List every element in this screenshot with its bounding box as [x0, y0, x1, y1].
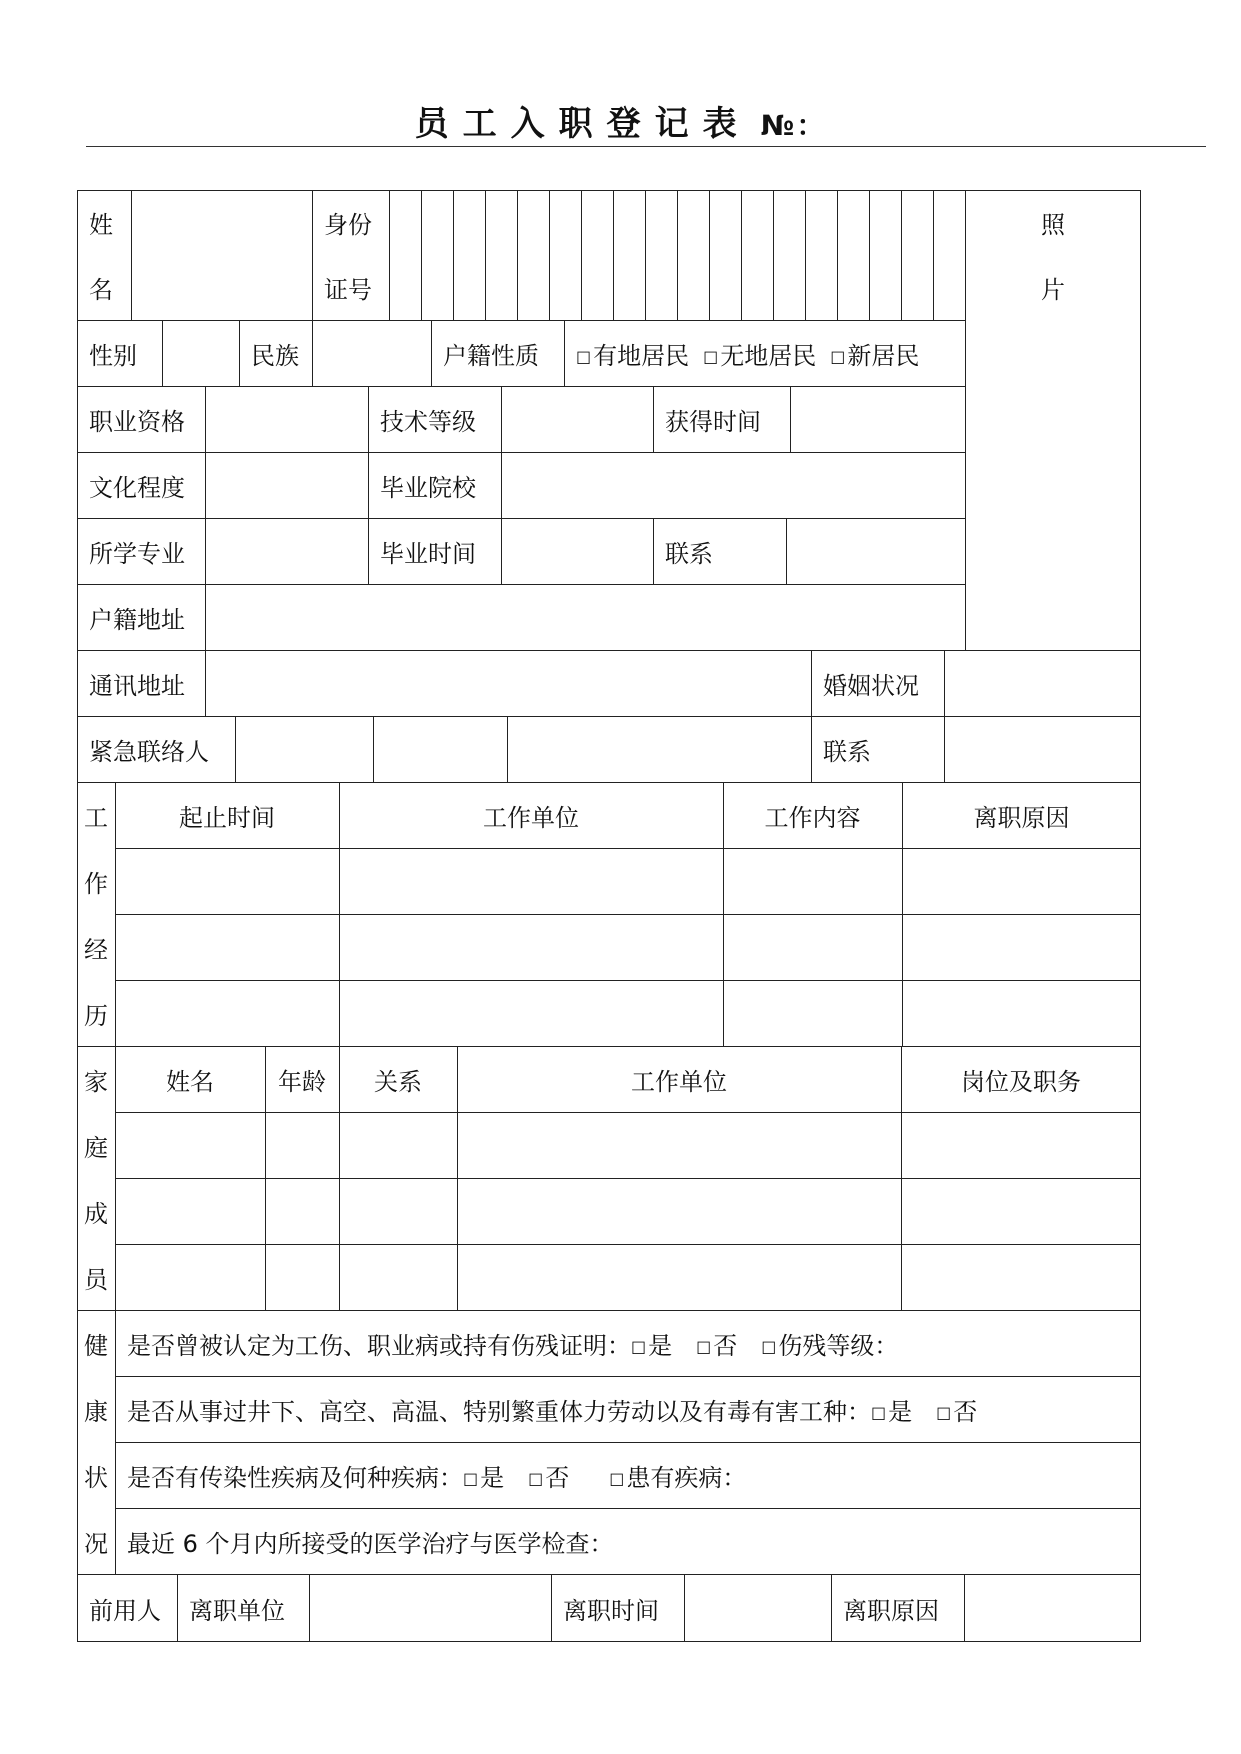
family-side-4: 员: [84, 1265, 108, 1294]
emergency-relation-field[interactable]: [374, 717, 506, 781]
family-side-2: 庭: [84, 1133, 108, 1162]
school-field[interactable]: [502, 453, 964, 517]
name-label-bottom: 名: [89, 276, 113, 304]
prev-time-field[interactable]: [685, 1575, 830, 1641]
checkbox-icon: □: [576, 347, 592, 366]
marital-label: 婚姻状况: [823, 671, 919, 700]
education-label: 文化程度: [89, 473, 185, 502]
checkbox-icon: □: [609, 1469, 625, 1488]
work-side-1: 工: [84, 803, 108, 832]
mail-addr-field[interactable]: [206, 651, 810, 715]
obtain-time-field[interactable]: [791, 387, 964, 451]
prev-unit-label: 离职单位: [189, 1596, 285, 1625]
ethnicity-field[interactable]: [313, 321, 430, 385]
health-q1-yes[interactable]: □是: [631, 1331, 673, 1360]
tech-level-label: 技术等级: [380, 407, 476, 436]
household-addr-label: 户籍地址: [89, 605, 185, 634]
checkbox-icon: □: [703, 347, 719, 366]
form-title: [0, 96, 1241, 145]
household-addr-field[interactable]: [206, 585, 964, 649]
emergency-contact-label: 联系: [823, 737, 871, 766]
id-number-boxes[interactable]: [390, 191, 964, 319]
option-nonlocal[interactable]: □无地居民: [703, 341, 817, 370]
health-side-1: 健: [84, 1331, 108, 1360]
health-side-4: 况: [84, 1529, 108, 1558]
health-q3-no[interactable]: □否: [528, 1463, 570, 1492]
prev-reason-label: 离职原因: [843, 1596, 939, 1625]
checkbox-icon: □: [871, 1403, 887, 1422]
work-header-period: 起止时间: [179, 803, 275, 832]
photo-area[interactable]: [966, 320, 1140, 649]
qualification-field[interactable]: [206, 387, 367, 451]
form-number-label: №：: [760, 109, 827, 142]
health-q2: [115, 1376, 1141, 1442]
major-field[interactable]: [206, 519, 367, 583]
mail-addr-label: 通讯地址: [89, 671, 185, 700]
health-q3-disease[interactable]: □患有疾病：: [609, 1463, 747, 1492]
name-label-top: 姓: [89, 211, 113, 239]
health-q3-yes[interactable]: □是: [463, 1463, 505, 1492]
work-header-content: 工作内容: [764, 803, 861, 832]
option-local[interactable]: □有地居民: [576, 341, 690, 370]
checkbox-icon: □: [631, 1337, 647, 1356]
emergency-extra-field[interactable]: [508, 717, 810, 781]
health-q1-no[interactable]: □否: [696, 1331, 738, 1360]
health-q2-yes[interactable]: □是: [871, 1397, 913, 1426]
emergency-name-field[interactable]: [236, 717, 372, 781]
ethnicity-label: 民族: [251, 341, 299, 370]
work-header-reason: 离职原因: [973, 803, 1070, 832]
family-header-relation: 关系: [374, 1067, 422, 1096]
photo-label-top: 照: [1041, 211, 1065, 239]
title-rule: [86, 146, 1206, 147]
prev-unit-field[interactable]: [310, 1575, 550, 1641]
work-side-4: 历: [84, 1001, 108, 1030]
gender-field[interactable]: [163, 321, 238, 385]
health-q1: [115, 1310, 1141, 1376]
id-label-bottom: 证号: [324, 276, 372, 304]
health-side-2: 康: [84, 1397, 108, 1426]
major-label: 所学专业: [89, 539, 185, 568]
emergency-contact-field[interactable]: [945, 717, 1140, 781]
tech-level-field[interactable]: [502, 387, 652, 451]
gender-label: 性别: [89, 341, 137, 370]
grad-time-field[interactable]: [502, 519, 652, 583]
registration-form: [77, 190, 1141, 1642]
emergency-label: 紧急联络人: [89, 737, 209, 766]
health-q2-no[interactable]: □否: [936, 1397, 978, 1426]
work-side-3: 经: [84, 935, 108, 964]
health-q1-disability[interactable]: □伤残等级：: [761, 1331, 899, 1360]
checkbox-icon: □: [696, 1337, 712, 1356]
contact-field[interactable]: [787, 519, 964, 583]
name-field[interactable]: [132, 191, 311, 319]
education-field[interactable]: [206, 453, 367, 517]
prev-time-label: 离职时间: [563, 1596, 659, 1625]
health-side-3: 状: [84, 1463, 108, 1492]
health-q2-text: 是否从事过井下、高空、高温、特别繁重体力劳动以及有毒有害工种：: [127, 1397, 871, 1426]
work-side-2: 作: [84, 869, 108, 898]
health-q3: [115, 1442, 1141, 1508]
health-q1-text: 是否曾被认定为工伤、职业病或持有伤残证明：: [127, 1331, 631, 1360]
household-type-label: 户籍性质: [443, 341, 539, 370]
household-type-options: [564, 320, 964, 386]
family-side-3: 成: [84, 1199, 108, 1228]
family-header-unit: 工作单位: [631, 1067, 727, 1096]
family-header-name: 姓名: [166, 1067, 214, 1096]
grad-time-label: 毕业时间: [380, 539, 476, 568]
health-q3-text: 是否有传染性疾病及何种疾病：: [127, 1463, 463, 1492]
prev-employer-label: 前用人: [89, 1596, 161, 1625]
photo-label-bottom: 片: [1041, 276, 1065, 304]
family-header-position: 岗位及职务: [961, 1067, 1081, 1096]
health-q4: [115, 1508, 1141, 1574]
option-new[interactable]: □新居民: [830, 341, 920, 370]
checkbox-icon: □: [761, 1337, 777, 1356]
prev-reason-field[interactable]: [965, 1575, 1140, 1641]
marital-field[interactable]: [945, 651, 1140, 715]
obtain-time-label: 获得时间: [665, 407, 761, 436]
family-header-age: 年龄: [278, 1067, 326, 1096]
id-label-top: 身份: [324, 211, 372, 239]
work-header-unit: 工作单位: [483, 803, 579, 832]
checkbox-icon: □: [463, 1469, 479, 1488]
checkbox-icon: □: [936, 1403, 952, 1422]
checkbox-icon: □: [528, 1469, 544, 1488]
qualification-label: 职业资格: [89, 407, 185, 436]
health-q4-text: 最近 6 个月内所接受的医学治疗与医学检查：: [127, 1529, 614, 1558]
family-side-1: 家: [84, 1067, 108, 1096]
form-title-text: 员工入职登记表: [414, 104, 751, 144]
checkbox-icon: □: [830, 347, 846, 366]
school-label: 毕业院校: [380, 473, 476, 502]
contact-label: 联系: [665, 539, 713, 568]
